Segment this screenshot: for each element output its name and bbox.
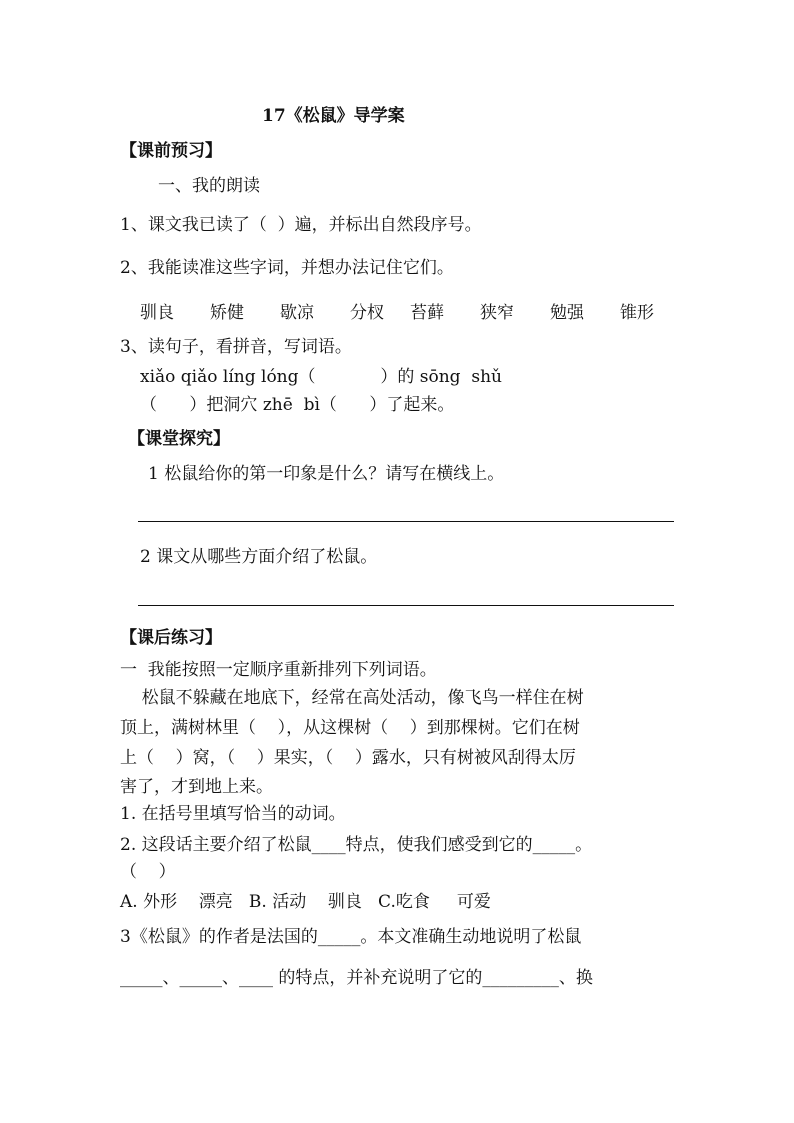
- practice-question-3-continued: _____、_____、____ 的特点，并补充说明了它的_________、换: [120, 968, 593, 988]
- answer-line: [138, 605, 674, 606]
- preview-question-1: 1、课文我已读了（ ）遍，并标出自然段序号。: [120, 215, 482, 235]
- answer-line: [138, 521, 674, 522]
- vocab-word: 狭窄: [480, 303, 514, 323]
- vocab-word: 歇凉: [280, 303, 314, 323]
- preview-question-2: 2、我能读准这些字词，并想办法记住它们。: [120, 258, 454, 278]
- section-heading-practice: 【课后练习】: [120, 628, 222, 648]
- section-heading-preview: 【课前预习】: [120, 141, 222, 161]
- passage-line: 顶上，满树林里（ ），从这棵树（ ）到那棵树。它们在树: [120, 718, 580, 738]
- vocab-word: 勉强: [550, 303, 584, 323]
- passage-line: 松鼠不躲藏在地底下，经常在高处活动，像飞鸟一样住在树: [120, 688, 584, 708]
- vocab-word: 锥形: [620, 303, 654, 323]
- answer-options: A. 外形 漂亮 B. 活动 驯良 C.吃食 可爱: [120, 892, 491, 912]
- preview-question-3: 3、读句子，看拼音，写词语。: [120, 337, 352, 357]
- vocab-word: 分杈: [350, 303, 384, 323]
- section-heading-explore: 【课堂探究】: [128, 429, 230, 449]
- pinyin-line-2: （ ）把洞穴 zhē bì（ ）了起来。: [140, 395, 455, 415]
- practice-question-2: 2. 这段话主要介绍了松鼠____特点，使我们感受到它的_____。: [120, 835, 593, 855]
- vocab-word: 苔藓: [410, 303, 444, 323]
- passage-line: 害了，才到地上来。: [120, 777, 273, 797]
- practice-question-1: 1. 在括号里填写恰当的动词。: [120, 804, 346, 824]
- preview-subheading: 一、我的朗读: [158, 176, 260, 196]
- pinyin-line-1: xiǎo qiǎo líng lóng（ ）的 sōng shǔ: [140, 367, 502, 387]
- explore-question-2: 2 课文从哪些方面介绍了松鼠。: [140, 547, 378, 567]
- passage-line: 上（ ）窝，（ ）果实，（ ）露水，只有树被风刮得太厉: [120, 748, 576, 768]
- practice-part-1: 一 我能按照一定顺序重新排列下列词语。: [120, 660, 437, 680]
- practice-question-3: 3《松鼠》的作者是法国的_____。本文准确生动地说明了松鼠: [120, 927, 582, 947]
- explore-question-1: 1 松鼠给你的第一印象是什么？请写在横线上。: [148, 464, 505, 484]
- answer-parentheses: （ ）: [120, 862, 176, 882]
- vocab-word: 矫健: [210, 303, 244, 323]
- vocabulary-word-list: [140, 298, 680, 323]
- vocab-word: 驯良: [140, 303, 174, 323]
- page-title: 17《松鼠》导学案: [262, 106, 405, 126]
